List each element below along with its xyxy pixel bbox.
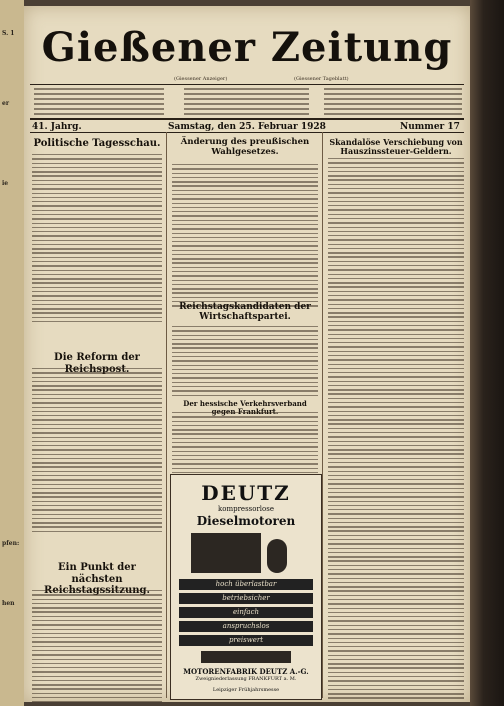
ad-banner: preiswert (179, 635, 313, 646)
headline-wahlgesetz: Änderung des preußischen Wahlgesetzes. (180, 137, 310, 157)
headline-punkt: Ein Punkt der nächsten (58, 562, 136, 585)
article-body (32, 590, 162, 702)
previous-page-edge: S. 1 er ie pfen: hen (0, 0, 24, 706)
article-body (328, 158, 464, 702)
ad-product: Dieselmotoren (196, 514, 296, 528)
newspaper-page (24, 6, 470, 702)
headline-verkehrsverband: Der hessische Verkehrsverband (183, 399, 307, 408)
headline-politische: Politische Tagesschau. (33, 138, 161, 149)
info-box-center (184, 88, 309, 118)
ad-tagline: kompressorlose (218, 505, 274, 513)
article-body (172, 326, 318, 399)
headline-reform: Die Reform der (54, 352, 140, 363)
issue-number: Nummer 17 (400, 122, 460, 132)
headline-kandidaten: Reichstagskandidaten der Wirtschaftspartei. (179, 302, 311, 323)
ad-footer: Leipziger Frühjahrsmesse (212, 687, 280, 693)
column-divider (322, 132, 323, 698)
engine-illustration (191, 533, 261, 573)
ad-branch: Zweigniederlassung FRANKFURT a. M. (195, 676, 297, 682)
ad-brand: DEUTZ (201, 481, 291, 505)
masthead-title: Gießener Zeitung (41, 24, 453, 71)
headline-skandal: Skandalöse Verschiebung von Hauszinssteuer-Geldern. (329, 137, 463, 157)
issue-year: 41. Jahrg. (32, 122, 82, 132)
ad-banner: betriebsicher (179, 593, 313, 604)
masthead-subtitle-right: (Giessener Tageblatt) (294, 76, 349, 82)
dateline-rule-bottom (30, 132, 464, 133)
article-body (172, 164, 318, 310)
binding-spine (470, 0, 504, 706)
info-box-left (34, 88, 164, 118)
masthead-subtitle-left: (Giessener Anzeiger) (174, 76, 228, 82)
flywheel-illustration (267, 539, 287, 573)
info-box-right (324, 88, 462, 118)
article-body (172, 412, 318, 476)
ad-banner: einfach (179, 607, 313, 618)
column-divider (166, 132, 167, 698)
issue-date: Samstag, den 25. Februar 1928 (168, 122, 326, 132)
article-body (32, 368, 162, 535)
ad-banner: hoch überlastbar (179, 579, 313, 590)
engine-base-illustration (201, 651, 291, 663)
article-body (32, 154, 162, 325)
dateline-rule-top (30, 118, 464, 120)
ad-company: MOTORENFABRIK DEUTZ A.-G. (183, 667, 309, 676)
masthead-rule (30, 84, 464, 85)
deutz-advertisement (170, 474, 322, 700)
ad-banner: anspruchslos (179, 621, 313, 632)
